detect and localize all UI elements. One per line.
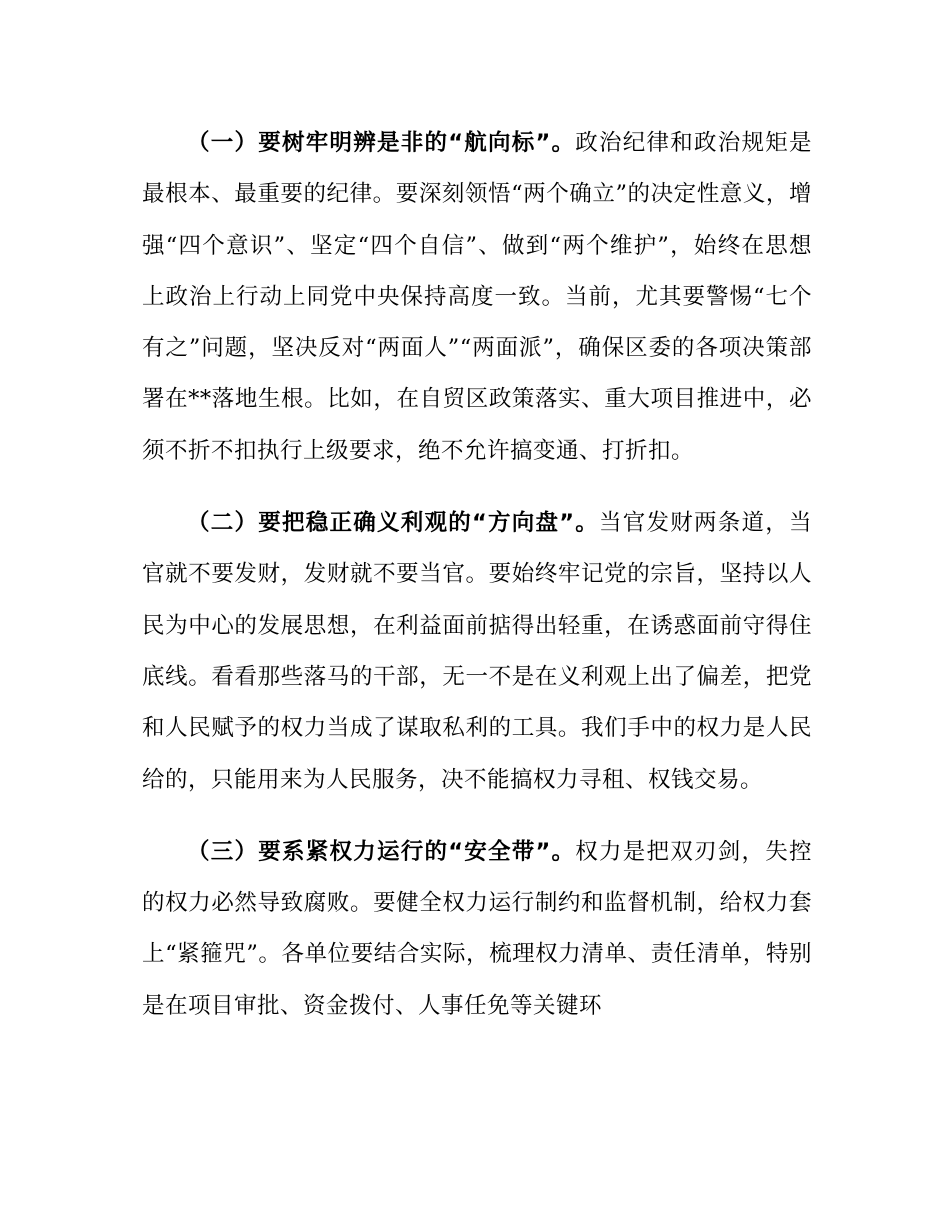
section-1-paragraph xyxy=(142,118,812,477)
document-body xyxy=(142,118,812,1053)
section-2-heading: （二）要把稳正确义利观的“方向盘”。 xyxy=(187,510,600,537)
section-2-text: 当官发财两条道，当官就不要发财，发财就不要当官。要始终牢记党的宗旨，坚持以人民为中心的发展思想，在利益面前掂得出轻重，在诱惑面前守得住底线。看看那些落马的干部，无一不是在义利观上出了偏差，把党和人民赋予的权力当成了谋取私利的工具。我们手中的权力是人民给的，只能用来为人民服务，决不能搞权力寻租、权钱交易。 xyxy=(142,510,812,793)
section-3-paragraph xyxy=(142,827,812,1032)
section-3-text: 权力是把双刃剑，失控的权力必然导致腐败。要健全权力运行制约和监督机制，给权力套上“紧箍咒”。各单位要结合实际，梳理权力清单、责任清单，特别是在项目审批、资金拨付、人事任免等关键环 xyxy=(142,838,812,1019)
section-1-text: 政治纪律和政治规矩是最根本、最重要的纪律。要深刻领悟“两个确立”的决定性意义，增强“四个意识”、坚定“四个自信”、做到“两个维护”，始终在思想上政治上行动上同党中央保持高度一致。当前，尤其要警惕“七个有之”问题，坚决反对“两面人”“两面派”，确保区委的各项决策部署在**落地生根。比如，在自贸区政策落实、重大项目推进中，必须不折不扣执行上级要求，绝不允许搞变通、打折扣。 xyxy=(142,130,812,464)
section-3-heading: （三）要系紧权力运行的“安全带”。 xyxy=(187,838,576,865)
section-1-heading: （一）要树牢明辨是非的“航向标”。 xyxy=(187,130,576,156)
section-2-paragraph xyxy=(142,498,812,806)
